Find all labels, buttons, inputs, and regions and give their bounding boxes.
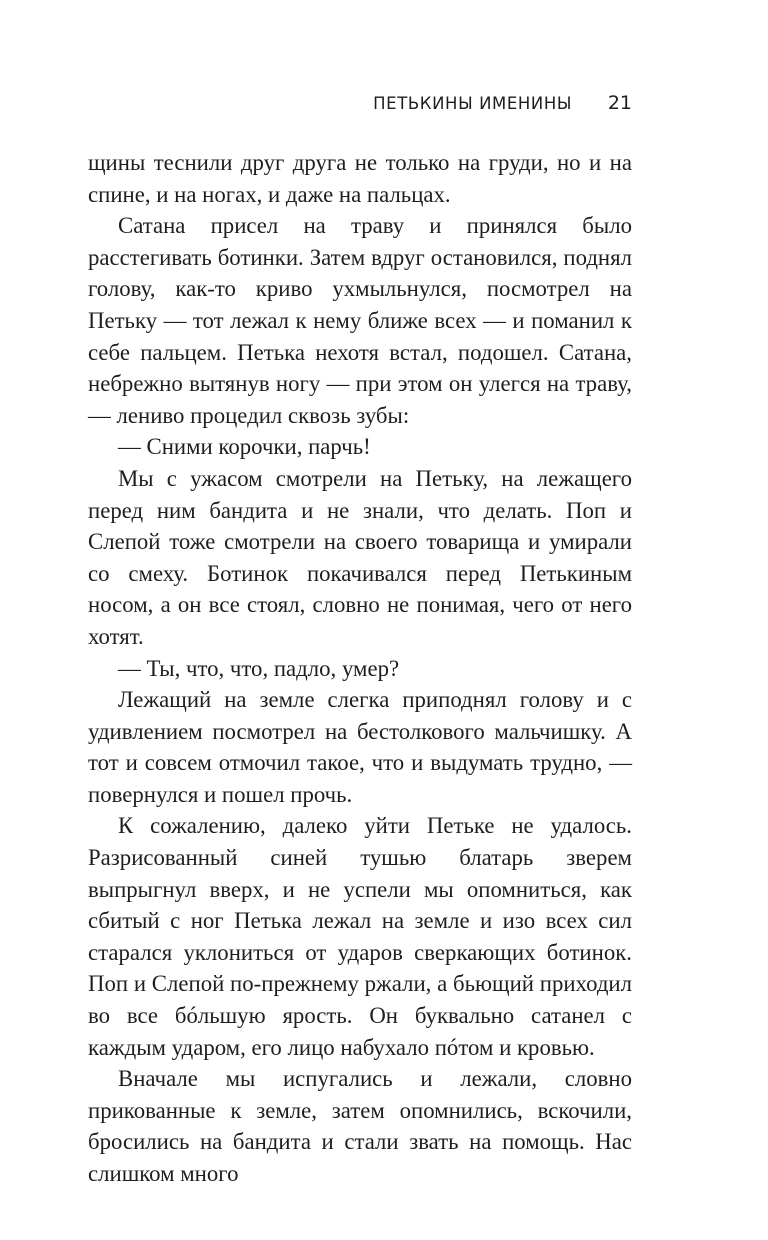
paragraph: Мы с ужасом смотрели на Петьку, на лежащего перед ним бандита и не знали, что делать. Поп и Слепой тоже смотрели на своего товарища и умирали со смеху. Ботинок покачивался перед Петькиным носом, а он все стоял, словно не понимая, чего от него хотят.	[88, 465, 632, 649]
running-title: ПЕТЬКИНЫ ИМЕНИНЫ	[373, 94, 572, 113]
body-text	[88, 147, 632, 1190]
paragraph: Вначале мы испугались и лежали, словно прикованные к земле, затем опомнились, вскочили, бросились на бандита и стали звать на помощь. Нас слишком много	[88, 1066, 632, 1186]
page-number: 21	[607, 92, 632, 114]
paragraph: Сатана присел на траву и принялся было расстегивать ботинки. Затем вдруг остановился, поднял голову, как-то криво ухмыльнулся, посмотрел на Петьку — тот лежал к нему ближе всех — и поманил к себе пальцем. Петька нехотя встал, подошел. Сатана, небрежно вытянув ногу — при этом он улегся на траву, — лениво процедил сквозь зубы:	[88, 213, 632, 428]
running-head	[88, 94, 632, 120]
dialogue-line: — Сними корочки, парчь!	[118, 434, 371, 460]
paragraph: К сожалению, далеко уйти Петьке не удалось. Разрисованный синей тушью блатарь зверем выпрыгнул вверх, и не успели мы опомниться, как сбитый с ног Петька лежал на земле и изо всех сил старался уклониться от ударов сверкающих ботинок. Поп и Слепой по-прежнему ржали, а бьющий приходил во все бóльшую ярость. Он буквально сатанел с каждым ударом, его лицо набухало пóтом и кровью.	[88, 813, 632, 1060]
paragraph-continued: щины теснили друг друга не только на груди, но и на спине, и на ногах, и даже на пальцах.	[88, 150, 632, 207]
dialogue-line: — Ты, что, что, падло, умер?	[118, 655, 400, 681]
paragraph: Лежащий на земле слегка приподнял голову и с удивлением посмотрел на бестолкового мальчишку. А тот и совсем отмочил такое, что и выдумать трудно, — повернулся и пошел прочь.	[88, 687, 632, 807]
